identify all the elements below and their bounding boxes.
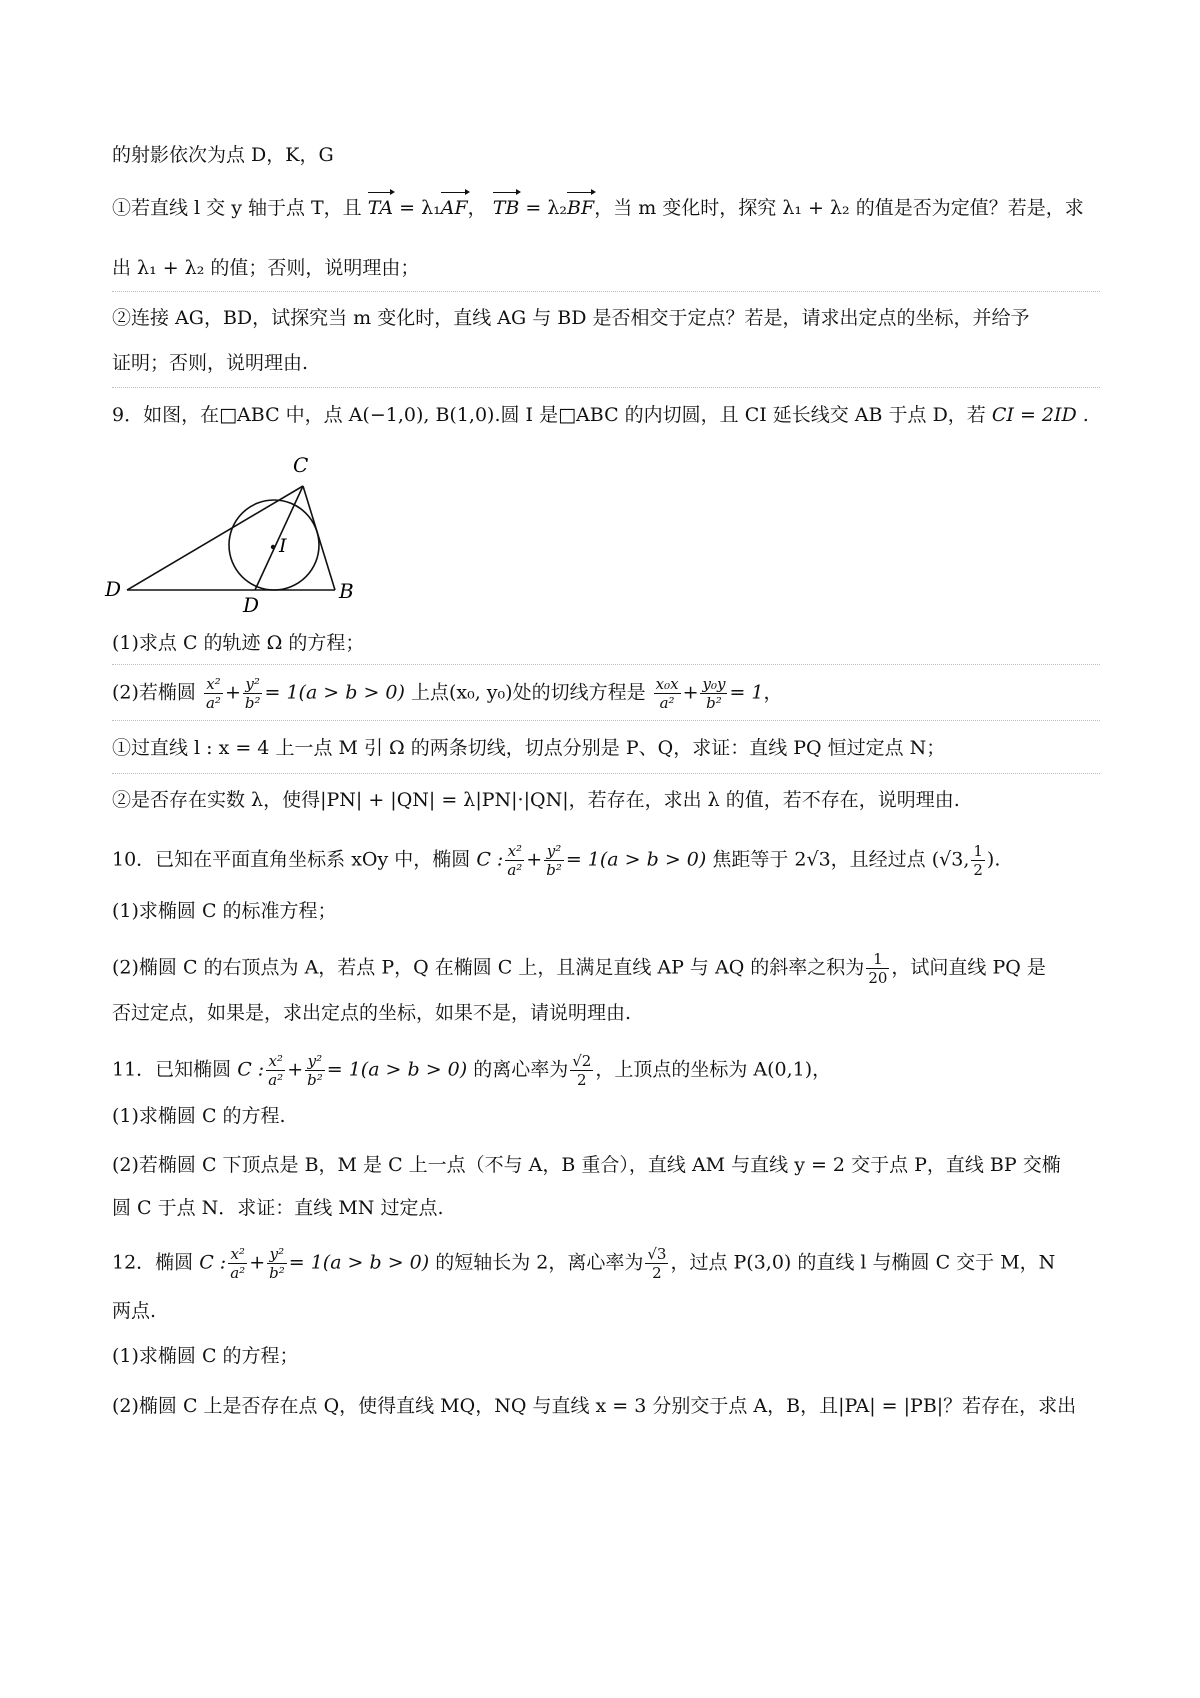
text-span: + [224,681,241,704]
label-d-left: D [105,577,122,601]
text-span: = 1 [729,681,764,704]
text-line: ②连接 AG，BD，试探究当 m 变化时，直线 AG 与 BD 是否相交于定点？若是，请求出定点的坐标，并给予 [112,307,1030,329]
text-line: ②是否存在实数 λ，使得|PN| + |QN| = λ|PN|·|QN|，若存在，求出 λ 的值，若不存在，说明理由. [112,789,960,811]
fraction [700,675,727,712]
denominator: b² [269,1264,285,1282]
vector-ta: TA [367,197,394,219]
text-span: ， [763,681,783,704]
text-span: 焦距等于 2√3，且经过点 [712,848,926,871]
numerator: √2 [572,1052,592,1070]
text-span: 11．已知椭圆 [112,1058,232,1081]
text-line: (1)求椭圆 C 的标准方程； [112,900,337,922]
denominator: a² [507,861,523,879]
text-span: ， [467,197,487,219]
text-span: ，试问直线 PQ 是 [891,956,1046,979]
numerator: √3 [647,1245,667,1263]
vector-ci-2id: CI = 2ID . [991,404,1089,426]
text-span: 12．椭圆 [112,1251,194,1274]
text-span: = λ₂ [519,197,568,219]
question-11 [112,1052,1100,1089]
label-i: I [279,535,287,557]
denominator: a² [659,694,675,712]
divider [112,387,1100,388]
text-line: 证明；否则，说明理由. [112,352,309,374]
question-10 [112,842,1100,879]
segment-dc [127,486,303,590]
incircle [229,500,319,590]
numerator: y² [243,675,263,694]
text-line: 圆 C 于点 N．求证：直线 MN 过定点. [112,1197,444,1219]
text-span: + [682,681,699,704]
text-span: ，当 m 变化时，探究 λ₁ + λ₂ 的值是否为定值？若是，求 [594,197,1084,219]
text-span: = 1(a > b > 0) [565,848,707,871]
text-line: (1)求椭圆 C 的方程. [112,1105,286,1127]
question-9 [112,402,1100,428]
text-line: (2)若椭圆 C 下顶点是 B，M 是 C 上一点（不与 A，B 重合），直线 AM 与直线 y = 2 交于点 P，直线 BP 交椭 [112,1154,1061,1176]
divider [112,291,1100,292]
text-span: + [287,1058,304,1081]
text-line: ①过直线 l : x = 4 上一点 M 引 Ω 的两条切线，切点分别是 P、Q，求证：直线 PQ 恒过定点 N； [112,737,946,759]
numerator: x² [505,842,524,861]
text-span: = 1(a > b > 0) [326,1058,468,1081]
vector-af: AF [440,197,468,219]
fraction [228,1245,247,1282]
text-span: + [526,848,543,871]
text-span: C : [476,848,504,871]
point-i [271,545,275,549]
denominator: a² [205,694,221,712]
numerator: x₀x [655,675,679,693]
fraction [266,1052,285,1089]
text-span: 上点(x₀, y₀)处的切线方程是 [410,681,646,704]
fraction [654,675,681,712]
denominator: 20 [868,969,888,987]
text-line: 出 λ₁ + λ₂ 的值；否则，说明理由； [112,257,420,279]
denominator: 2 [577,1071,587,1089]
text-line [112,675,1100,712]
fraction [305,1052,325,1089]
text-span: + [249,1251,266,1274]
text-span: (√3, [931,848,970,871]
question-12 [112,1245,1100,1282]
text-span: = 1(a > b > 0) [288,1251,430,1274]
fraction [971,842,985,879]
text-line: (1)求椭圆 C 的方程； [112,1345,299,1367]
label-c: C [293,453,309,477]
fraction [505,842,524,879]
text-span: (2)若椭圆 [112,681,196,704]
denominator: b² [546,861,562,879]
numerator: y₀y [702,675,726,693]
fraction [866,950,889,987]
text-span: = λ₁ [393,197,441,219]
denominator: 2 [973,861,983,879]
fraction [544,842,564,879]
text-span: (2)椭圆 C 的右顶点为 A，若点 P，Q 在椭圆 C 上，且满足直线 AP 与 AQ 的斜率之积为 [112,956,865,979]
text-line: (2)椭圆 C 上是否存在点 Q，使得直线 MQ，NQ 与直线 x = 3 分别交于点 A，B，且|PA| = |PB|？若存在，求出 [112,1395,1077,1417]
fraction [204,675,223,712]
fraction [645,1245,668,1282]
numerator: 1 [973,842,983,860]
text-span: 9．如图，在□ABC 中，点 A(−1,0), B(1,0).圆 I 是□ABC 的内切圆，且 CI 延长线交 AB 于点 D，若 [112,404,986,426]
denominator: a² [268,1071,284,1089]
numerator: y² [305,1052,325,1071]
text-span: C : [199,1251,227,1274]
triangle-incircle-figure [95,453,395,650]
text-line: 否过定点，如果是，求出定点的坐标，如果不是，请说明理由. [112,1002,632,1024]
denominator: a² [230,1264,246,1282]
text-span: ). [986,848,1001,871]
denominator: b² [706,694,722,712]
text-span: ，过点 P(3,0) 的直线 l 与椭圆 C 交于 M，N [670,1251,1056,1274]
vector-bf: BF [567,197,595,219]
numerator: x² [228,1245,247,1264]
text-span: = 1(a > b > 0) [264,681,405,704]
text-line: 两点. [112,1300,157,1322]
numerator: y² [267,1245,287,1264]
text-span: ①若直线 l 交 y 轴于点 T，且 [112,197,362,219]
divider [112,773,1100,774]
numerator: x² [266,1052,285,1071]
denominator: b² [244,694,261,712]
fraction [243,675,263,712]
fraction [570,1052,593,1089]
divider [112,720,1100,721]
text-span: 10．已知在平面直角坐标系 xOy 中，椭圆 [112,848,471,871]
label-d-bottom: D [243,593,260,617]
numerator: 1 [866,950,889,969]
text-span: 的离心率为 [473,1058,569,1081]
text-line: 的射影依次为点 D，K，G [112,144,334,166]
text-line: (1)求点 C 的轨迹 Ω 的方程； [112,630,1100,665]
denominator: 2 [652,1264,662,1282]
denominator: b² [307,1071,323,1089]
text-span: ，上顶点的坐标为 A(0,1)， [595,1058,832,1081]
text-line [112,950,1100,987]
text-span: C : [237,1058,265,1081]
fraction [267,1245,287,1282]
label-b: B [339,579,354,603]
text-line [112,195,1100,221]
numerator: x² [204,675,223,694]
numerator: y² [544,842,564,861]
text-span: 的短轴长为 2，离心率为 [435,1251,644,1274]
vector-tb: TB [492,197,520,219]
